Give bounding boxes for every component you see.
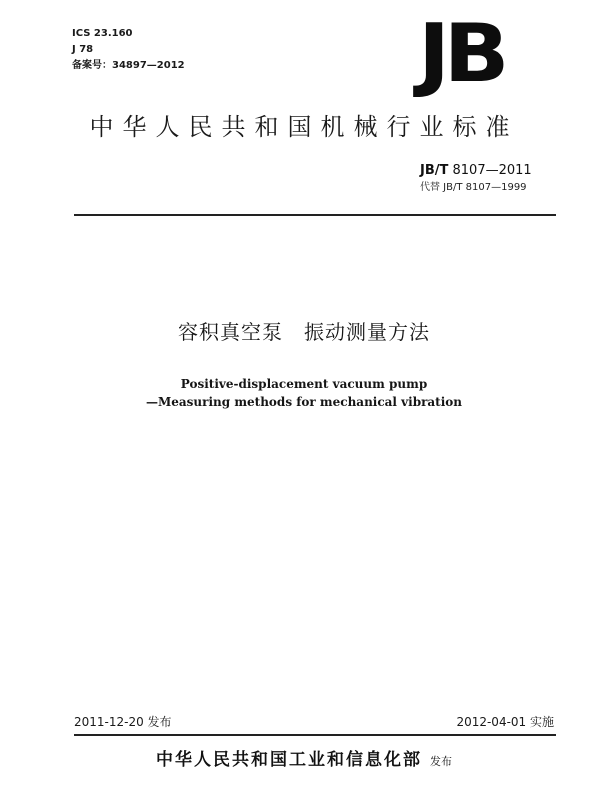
standard-category: 中华人民共和国机械行业标准 xyxy=(89,113,519,141)
standard-code-prefix: JB/T xyxy=(420,163,449,178)
filing-number: 备案号：34897—2012 xyxy=(72,60,185,71)
implementation-date: 2012-04-01 实施 xyxy=(456,715,554,729)
standard-code-number: 8107—2011 xyxy=(452,163,532,178)
issuer xyxy=(0,748,608,774)
issuer-name: 中华人民共和国工业和信息化部 xyxy=(156,750,422,770)
replaces-standard: 代替 JB/T 8107—1999 xyxy=(420,182,527,193)
ccs-code: J 78 xyxy=(72,44,94,55)
jb-logo: JB xyxy=(418,7,504,100)
top-divider xyxy=(74,214,556,216)
issue-date: 2011-12-20 发布 xyxy=(74,715,172,729)
issuer-action: 发布 xyxy=(430,755,452,768)
title-english-line1: Positive-displacement vacuum pump xyxy=(180,377,428,391)
title-english-line2: —Measuring methods for mechanical vibration xyxy=(145,395,463,409)
bottom-divider xyxy=(74,734,556,736)
ics-code: ICS 23.160 xyxy=(72,28,133,39)
standard-code xyxy=(420,163,532,179)
title-chinese: 容积真空泵 振动测量方法 xyxy=(178,320,430,344)
